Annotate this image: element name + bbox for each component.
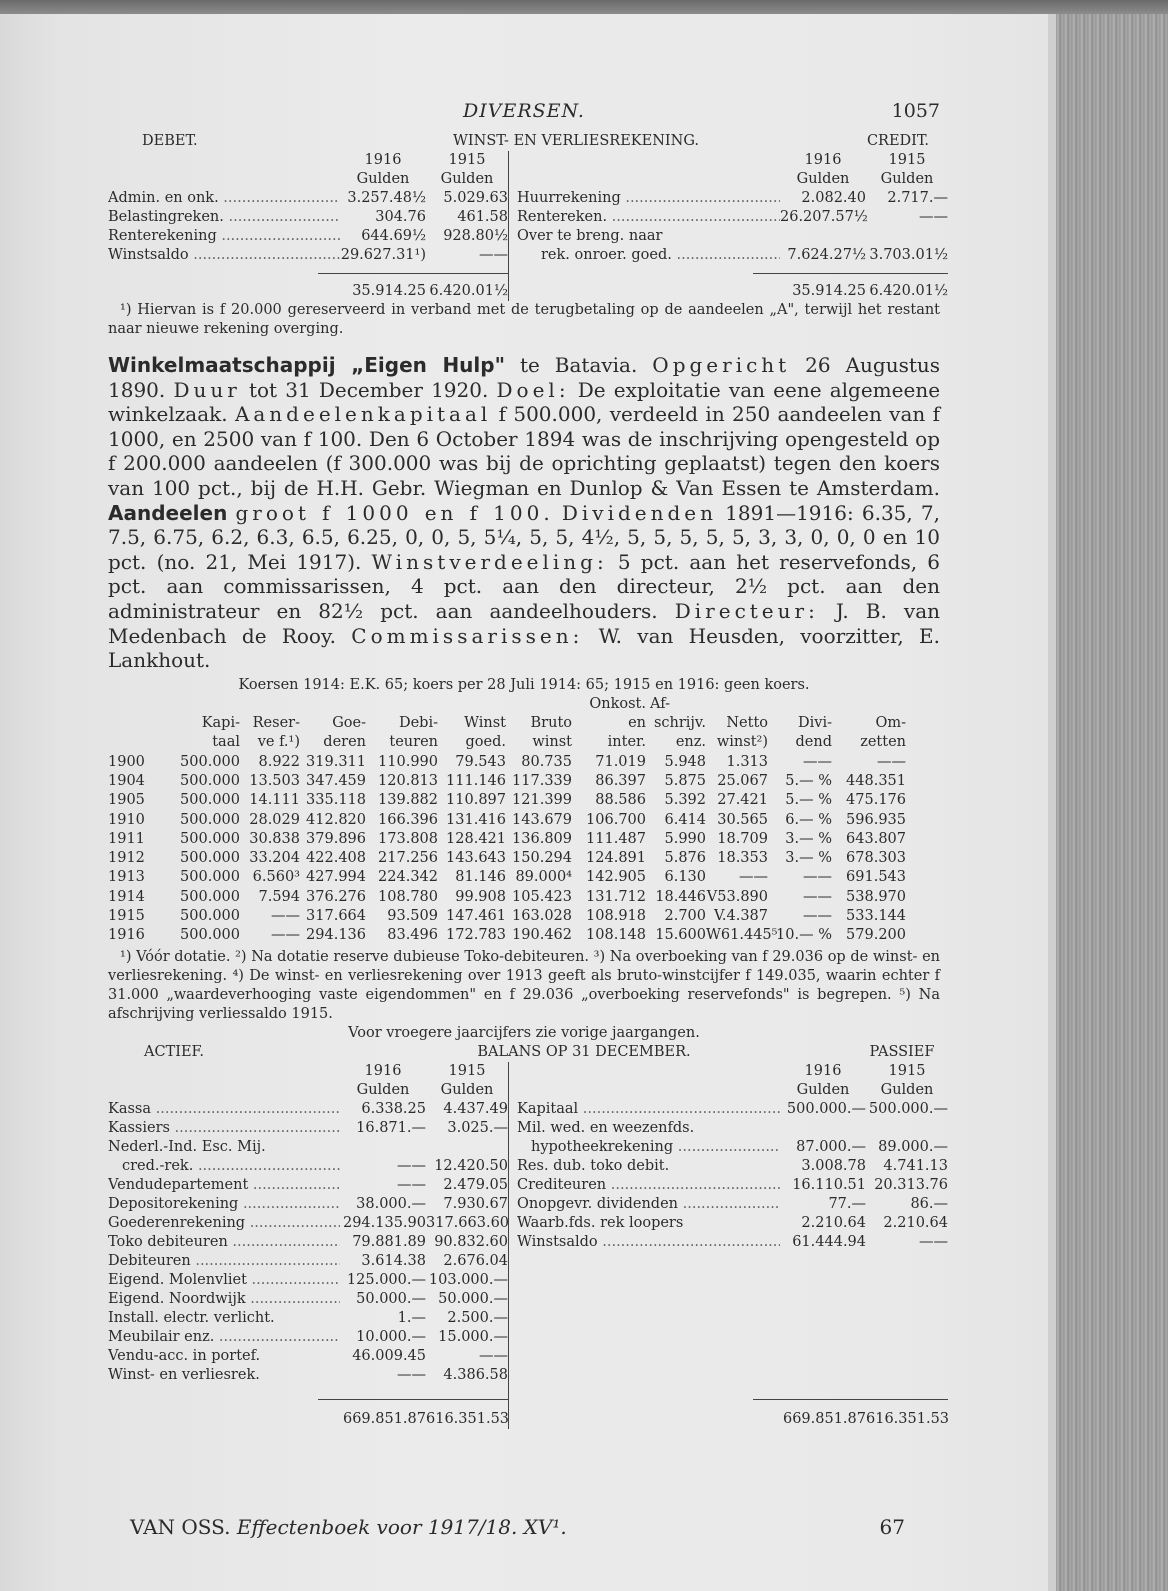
value-cell: 691.543	[846, 869, 906, 886]
publisher: VAN OSS.	[130, 1515, 231, 1539]
price-quotes: Koersen 1914: E.K. 65; koers per 28 Juli 1914: 65; 1915 en 1916: geen koers.	[238, 676, 810, 693]
year-cell: 1913	[108, 869, 145, 886]
asset-row: Debiteuren ..... 3.614.38 2.676.04	[108, 1252, 508, 1271]
value-cell: ——	[739, 869, 768, 886]
earlier-years-note: Voor vroegere jaarcijfers zie vorige jaargangen.	[348, 1024, 700, 1041]
value-cell: 124.891	[586, 850, 646, 867]
table-row	[108, 926, 940, 945]
value-cell: 30.838	[249, 830, 300, 847]
asset-row: Nederl.-Ind. Esc. Mij.	[108, 1138, 266, 1155]
value-cell: 500.000	[180, 907, 240, 924]
page-number: 1057	[891, 100, 940, 122]
value-cell: 111.146	[446, 772, 506, 789]
credit-row: rek. onroer. goed. ..... 7.624.27½ 3.703.01½	[517, 246, 948, 265]
asset-row: Kassa ..... 6.338.25 4.437.49	[108, 1100, 508, 1119]
value-cell: 13.503	[249, 772, 300, 789]
value-cell: 500.000	[180, 830, 240, 847]
profit-loss-account	[108, 132, 948, 339]
value-cell: 163.028	[512, 907, 572, 924]
value-cell: 5.876	[664, 850, 706, 867]
volume: XV¹.	[523, 1515, 567, 1539]
asset-row: Eigend. Noordwijk ..... 50.000.— 50.000.—	[108, 1290, 508, 1309]
value-cell: 147.461	[446, 907, 506, 924]
year-cell: 1904	[108, 772, 145, 789]
credit-row: Over te breng. naar	[517, 228, 663, 244]
liability-row: Res. dub. toko debit. 3.008.78 4.741.13	[517, 1157, 948, 1174]
pl-title: WINST- EN VERLIESREKENING.	[453, 133, 699, 149]
page-footer	[130, 1515, 905, 1539]
value-cell: 500.000	[180, 850, 240, 867]
asset-row: Goederenrekening ..... 294.135.90 317.663.60	[108, 1214, 508, 1233]
value-cell: ——	[803, 888, 832, 905]
asset-row: Vendudepartement ..... —— 2.479.05	[108, 1176, 508, 1195]
value-cell: 533.144	[846, 907, 906, 924]
credit-row: Rentereken. ..... 26.207.57½ ——	[517, 208, 948, 227]
stats-footnotes: ¹) Vóór dotatie. ²) Na dotatie reserve dubieuse Toko-debiteuren. ³) Na overboeking van f 29.036 op de winst- en verliesrekening. ⁴) De winst- en verliesrekening over 1913 geeft als bruto-winstcijfer f 149.035, waarin echter f 31.000 „waardeverhooging vaste eigendommen" en f 29.036 „overboeking reservefonds" is begrepen. ⁵) Na afschrijving verliessaldo 1915.	[108, 948, 940, 1022]
table-row	[108, 772, 940, 791]
debit-label: DEBET.	[142, 133, 198, 149]
table-header-row: taal ve f.¹) deren teuren goed. winst inter. enz. winst²) dend zetten	[212, 734, 906, 751]
value-cell: 120.813	[378, 772, 438, 789]
debit-row: Renterekening ..... 644.69½ 928.80½	[108, 227, 508, 246]
value-cell: 217.256	[378, 850, 438, 867]
value-cell: 18.353	[717, 850, 768, 867]
debit-row: Belastingreken. ..... 304.76 461.58	[108, 208, 508, 227]
asset-row: Winst- en verliesrek. —— 4.386.58	[108, 1366, 508, 1383]
asset-row: Meubilair enz. ..... 10.000.— 15.000.—	[108, 1328, 508, 1347]
value-cell: 6.130	[664, 869, 706, 886]
value-cell: 190.462	[512, 927, 572, 944]
value-cell: 79.543	[455, 753, 506, 770]
value-cell: 150.294	[512, 850, 572, 867]
value-cell: 317.664	[306, 907, 366, 924]
value-cell: 8.922	[258, 753, 300, 770]
value-cell: 500.000	[180, 792, 240, 809]
liabilities-total: 669.851.87 616.351.53	[782, 1410, 950, 1427]
value-cell: 579.200	[846, 927, 906, 944]
value-cell: 80.735	[521, 753, 572, 770]
value-cell: 5.990	[664, 830, 706, 847]
value-cell: 117.339	[512, 772, 572, 789]
table-row	[108, 868, 940, 887]
value-cell: 33.204	[249, 850, 300, 867]
value-cell: 108.918	[586, 907, 646, 924]
value-cell: 18.446	[655, 888, 706, 905]
sheet-number: 67	[879, 1515, 905, 1539]
value-cell: 105.423	[512, 888, 572, 905]
value-cell: 81.146	[455, 869, 506, 886]
value-cell: 166.396	[378, 811, 438, 828]
value-cell: 71.019	[595, 753, 646, 770]
value-cell: 500.000	[180, 753, 240, 770]
value-cell: 5.— %	[785, 772, 832, 789]
assets-total: 669.851.87 616.351.53	[342, 1410, 510, 1427]
value-cell: 139.882	[378, 792, 438, 809]
value-cell: 6.560³	[252, 869, 300, 886]
value-cell: 500.000	[180, 811, 240, 828]
credit-side: 1916 1915 Gulden Gulden Huurrekening ..... 2.082.40 2.717.— Rentereken. ..... 26.207.57½ —— Over te breng. naar rek. onroer. goed. ..... 7.624.27½ 3.703.01½ 35.914.25 6.420.01½	[509, 151, 948, 301]
value-cell: 347.459	[306, 772, 366, 789]
table-header-row: Onkost. Af-	[589, 695, 670, 712]
value-cell: ——	[803, 869, 832, 886]
table-body	[108, 753, 940, 946]
year-cell: 1914	[108, 888, 145, 905]
company-description: Winkelmaatschappij „Eigen Hulp" te Batavia. Opgericht 26 Augustus 1890. Duur tot 31 December 1920. Doel: De exploitatie van eene algemeene winkelzaak. Aandeelenkapitaal f 500.000, verdeeld in 250 aandeelen van f 1000, en 2500 van f 100. Den 6 October 1894 was de inschrijving opengesteld op f 200.000 aandeelen (f 300.000 was bij de oprichting geplaatst) tegen den koers van 100 pct., bij de H.H. Gebr. Wiegman en Dunlop & Van Essen te Amsterdam. Aandeelen groot f 1000 en f 100. Dividenden 1891—1916: 6.35, 7, 7.5, 6.75, 6.2, 6.3, 6.5, 6.25, 0, 0, 5, 5¼, 5, 5, 4½, 5, 5, 5, 5, 5, 3, 3, 0, 0, 0 en 10 pct. (no. 21, Mei 1917). Winstverdeeling: 5 pct. aan het reservefonds, 6 pct. aan commissarissen, 4 pct. aan den directeur, 2½ pct. aan den administrateur en 82½ pct. aan aandeelhouders. Directeur: J. B. van Medenbach de Rooy. Commissarissen: W. van Heusden, voorzitter, E. Lankhout.	[108, 353, 941, 673]
table-row	[108, 907, 940, 926]
value-cell: ——	[271, 907, 300, 924]
sum-rule	[318, 273, 508, 274]
value-cell: 475.176	[846, 792, 906, 809]
value-cell: 108.148	[586, 927, 646, 944]
value-cell: 422.408	[306, 850, 366, 867]
value-cell: 538.970	[846, 888, 906, 905]
table-row	[108, 811, 940, 830]
value-cell: 379.896	[306, 830, 366, 847]
value-cell: 6.— %	[785, 811, 832, 828]
sum-rule	[753, 273, 948, 274]
value-cell: 15.600	[655, 927, 706, 944]
value-cell: 89.000⁴	[515, 869, 572, 886]
value-cell: 500.000	[180, 927, 240, 944]
value-cell: 2.700	[664, 907, 706, 924]
value-cell: 88.586	[595, 792, 646, 809]
table-row	[108, 888, 940, 907]
value-cell: 111.487	[586, 830, 646, 847]
assets-label: ACTIEF.	[144, 1043, 204, 1060]
value-cell: 596.935	[846, 811, 906, 828]
value-cell: 30.565	[717, 811, 768, 828]
value-cell: 5.948	[664, 753, 706, 770]
asset-row: Install. electr. verlicht. 1.— 2.500.—	[108, 1309, 508, 1326]
value-cell: 106.700	[586, 811, 646, 828]
value-cell: 335.118	[306, 792, 366, 809]
pl-footnote: ¹) Hiervan is f 20.000 gereserveerd in verband met de terugbetaling op de aandeelen „A", terwijl het restant naar nieuwe rekening overging.	[108, 302, 940, 337]
page-content	[108, 100, 950, 1429]
value-cell: 131.712	[586, 888, 646, 905]
value-cell: W61.445⁵	[706, 927, 778, 944]
liability-row: Winstsaldo ..... 61.444.94 ——	[517, 1233, 948, 1252]
value-cell: 500.000	[180, 869, 240, 886]
value-cell: V.4.387	[713, 907, 768, 924]
value-cell: 500.000	[180, 888, 240, 905]
credit-row: Huurrekening ..... 2.082.40 2.717.—	[517, 189, 948, 208]
debit-side: 1916 1915 Gulden Gulden Admin. en onk. ..... 3.257.48½ 5.029.63 Belastingreken. ..... 304.76 461.58 Renterekening ..... 644.69½ 928.80½ Winstsaldo ..... 29.627.31¹) —— 35.914.25 6.420.01½	[108, 151, 509, 301]
value-cell: 136.809	[512, 830, 572, 847]
value-cell: 5.875	[664, 772, 706, 789]
liability-row: hypotheekrekening ..... 87.000.— 89.000.—	[517, 1138, 948, 1157]
year-cell: 1915	[108, 907, 145, 924]
liabilities-label: PASSIEF	[869, 1043, 935, 1060]
value-cell: 143.643	[446, 850, 506, 867]
value-cell: 224.342	[378, 869, 438, 886]
credit-label: CREDIT.	[866, 133, 930, 149]
sum-rule	[753, 1399, 948, 1400]
value-cell: 108.780	[378, 888, 438, 905]
value-cell: 83.496	[387, 927, 438, 944]
value-cell: 110.990	[378, 753, 438, 770]
value-cell: V53.890	[706, 888, 768, 905]
value-cell: 110.897	[446, 792, 506, 809]
value-cell: 294.136	[306, 927, 366, 944]
value-cell: 6.414	[664, 811, 706, 828]
value-cell: 131.416	[446, 811, 506, 828]
table-row	[108, 830, 940, 849]
value-cell: 86.397	[595, 772, 646, 789]
company-name: Winkelmaatschappij „Eigen Hulp"	[108, 353, 506, 377]
value-cell: 643.807	[846, 830, 906, 847]
year-cell: 1910	[108, 811, 145, 828]
value-cell: 7.594	[258, 888, 300, 905]
page-stack-edges	[1048, 14, 1168, 1591]
asset-row: Vendu-acc. in portef. 46.009.45 ——	[108, 1347, 508, 1364]
liability-row: Onopgevr. dividenden ..... 77.— 86.—	[517, 1195, 948, 1214]
liabilities-side: 1916 1915 Gulden Gulden Kapitaal ..... 500.000.— 500.000.— Mil. wed. en weezenfds. hypotheekrekening ..... 87.000.— 89.000.— Res. dub. toko debit. 3.008.78 4.741.13 Crediteuren ..... 16.110.51 20.313.76 Onopgevr. dividenden ..... 77.— 86.— Waarb.fds. rek loopers 2.210.64 2.210.64 Winstsaldo ..... 61.444.94 —— 669.851.87 616.351.53	[509, 1062, 948, 1429]
value-cell: 121.399	[512, 792, 572, 809]
value-cell: 5.392	[664, 792, 706, 809]
liability-row: Waarb.fds. rek loopers 2.210.64 2.210.64	[517, 1214, 948, 1231]
liability-row: Kapitaal ..... 500.000.— 500.000.—	[517, 1100, 948, 1119]
asset-row: Kassiers ..... 16.871.— 3.025.—	[108, 1119, 508, 1138]
value-cell: 10.— %	[776, 927, 832, 944]
year-cell: 1912	[108, 850, 145, 867]
value-cell: 173.808	[378, 830, 438, 847]
asset-row: cred.-rek. ..... —— 12.420.50	[108, 1157, 508, 1176]
value-cell: 448.351	[846, 772, 906, 789]
scan-top-edge	[0, 0, 1168, 14]
value-cell: 3.— %	[785, 850, 832, 867]
year-cell: 1916	[108, 927, 145, 944]
balance-title: BALANS OP 31 DECEMBER.	[477, 1043, 691, 1060]
balance-sheet	[108, 1043, 950, 1429]
value-cell: 412.820	[306, 811, 366, 828]
value-cell: ——	[803, 907, 832, 924]
value-cell: 5.— %	[785, 792, 832, 809]
liability-row: Mil. wed. en weezenfds.	[517, 1119, 695, 1136]
value-cell: 500.000	[180, 772, 240, 789]
value-cell: 376.276	[306, 888, 366, 905]
running-title: DIVERSEN.	[463, 100, 585, 122]
debit-row: Winstsaldo ..... 29.627.31¹) ——	[108, 246, 508, 265]
value-cell: 93.509	[387, 907, 438, 924]
value-cell: ——	[803, 753, 832, 770]
year-cell: 1905	[108, 792, 145, 809]
value-cell: 427.994	[306, 869, 366, 886]
asset-row: Depositorekening ..... 38.000.— 7.930.67	[108, 1195, 508, 1214]
value-cell: 142.905	[586, 869, 646, 886]
running-header	[108, 100, 940, 128]
year-cell: 1911	[108, 830, 145, 847]
value-cell: 25.067	[717, 772, 768, 789]
value-cell: 18.709	[717, 830, 768, 847]
value-cell: 3.— %	[785, 830, 832, 847]
value-cell: 128.421	[446, 830, 506, 847]
value-cell: ——	[877, 753, 906, 770]
annual-statistics-table	[108, 695, 940, 946]
value-cell: 99.908	[455, 888, 506, 905]
table-row	[108, 753, 940, 772]
value-cell: 143.679	[512, 811, 572, 828]
debit-row: Admin. en onk. ..... 3.257.48½ 5.029.63	[108, 189, 508, 208]
book-title: Effectenboek voor 1917/18.	[236, 1515, 518, 1539]
asset-row: Eigend. Molenvliet ..... 125.000.— 103.000.—	[108, 1271, 508, 1290]
asset-row: Toko debiteuren ..... 79.881.89 90.832.60	[108, 1233, 508, 1252]
value-cell: 172.783	[446, 927, 506, 944]
credit-total: 35.914.25 6.420.01½	[792, 283, 948, 299]
value-cell: 319.311	[306, 753, 366, 770]
value-cell: ——	[271, 927, 300, 944]
value-cell: 678.303	[846, 850, 906, 867]
assets-side: 1916 1915 Gulden Gulden Kassa ..... 6.338.25 4.437.49 Kassiers ..... 16.871.— 3.025.— Nederl.-Ind. Esc. Mij. cred.-rek. ..... —— 12.420.50 Vendudepartement ..... —— 2.479.05 Depositorekening ..... 38.000.— 7.930.67 Goederenrekening ..... 294.135.90 317.663.60 Toko debiteuren ..... 79.881.89 90.832.60 Debiteuren ..... 3.614.38 2.676.04 Eigend. Molenvliet ..... 125.000.— 103.000.— Eigend. Noordwijk ..... 50.000.— 50.000.— Install. electr. verlicht. 1.— 2.500.— Meubilair enz. ..... 10.000.— 15.000.— Vendu-acc. in portef. 46.009.45 —— Winst- en verliesrek. —— 4.386.58 669.851.87 616.351.53	[108, 1062, 509, 1429]
year-cell: 1900	[108, 753, 145, 770]
value-cell: 1.313	[726, 753, 768, 770]
value-cell: 14.111	[249, 792, 300, 809]
table-row	[108, 791, 940, 810]
value-cell: 27.421	[717, 792, 768, 809]
debit-total: 35.914.25 6.420.01½	[352, 283, 508, 299]
liability-row: Crediteuren ..... 16.110.51 20.313.76	[517, 1176, 948, 1195]
table-row	[108, 849, 940, 868]
value-cell: 28.029	[249, 811, 300, 828]
sum-rule	[318, 1399, 508, 1400]
table-header-row: Kapi- Reser- Goe- Debi- Winst Bruto en schrijv. Netto Divi- Om-	[201, 715, 906, 732]
